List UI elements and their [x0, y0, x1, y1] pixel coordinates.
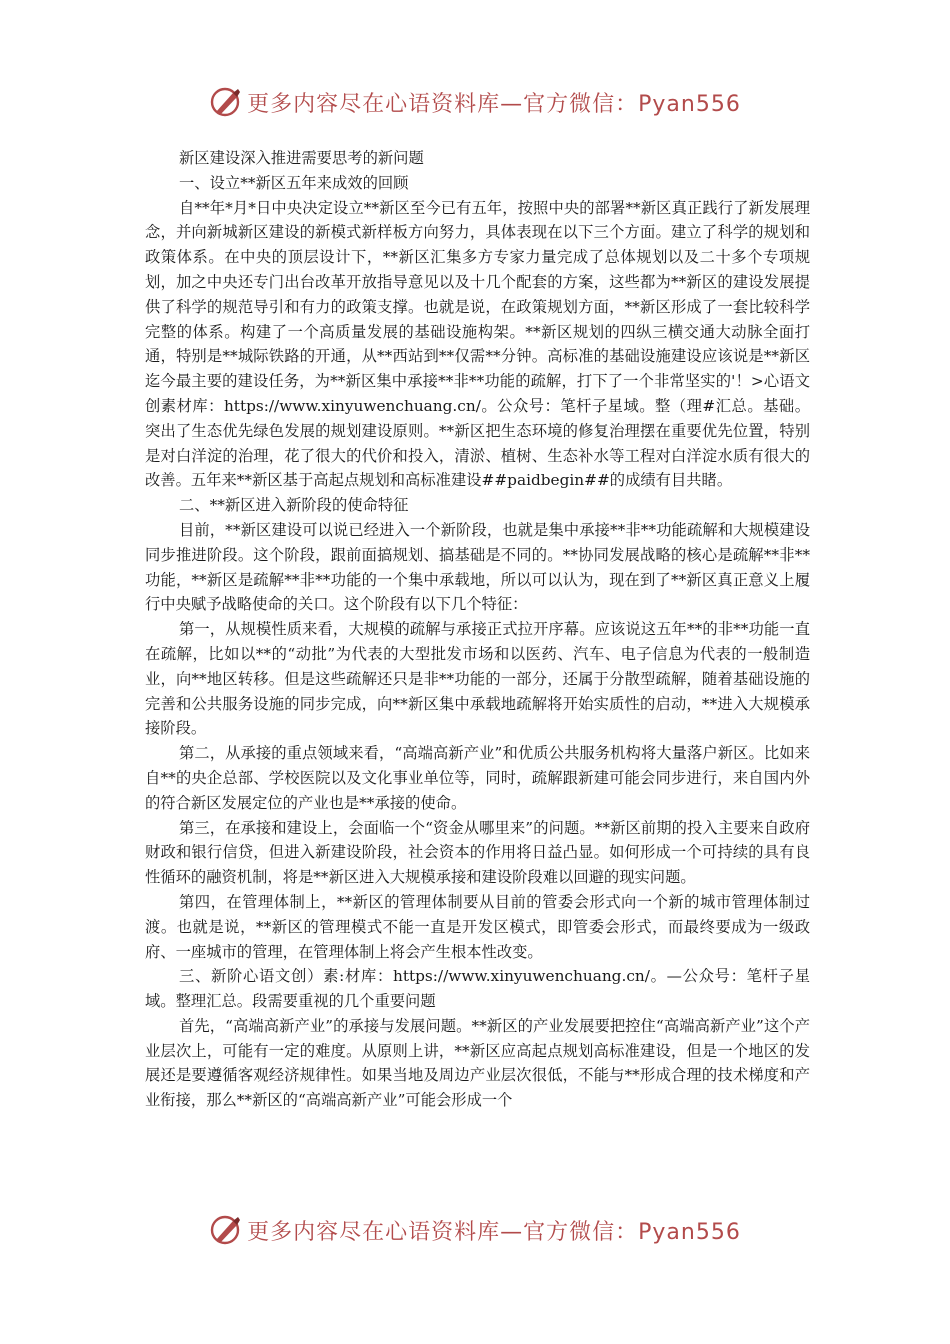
document-title: 新区建设深入推进需要思考的新问题 — [179, 149, 424, 167]
pen-nib-logo-icon — [209, 85, 243, 119]
watermark-text: 更多内容尽在心语资料库—官方微信：Pyan556 — [247, 91, 741, 117]
section-heading-3: 三、新阶心语文创）素:材库：https://www.xinyuwenchuang.cn/。—公众号：笔杆子星域。整理汇总。段需要重视的几个重要问题 — [145, 967, 810, 1011]
pen-nib-logo-icon — [209, 1213, 243, 1247]
paragraph: 第一，从规模性质来看，大规模的疏解与承接正式拉开序幕。应该说这五年**的非**功能一直在疏解，比如以**的“动批”为代表的大型批发市场和以医药、汽车、电子信息为代表的一般制造业，向**地区转移。但是这些疏解还只是非**功能的一部分，还属于分散型疏解，随着基础设施的完善和公共服务设施的同步完成，向**新区集中承载地疏解将开始实质性的启动，**进入大规模承接阶段。 — [145, 620, 810, 738]
paragraph: 第四，在管理体制上，**新区的管理体制要从目前的管委会形式向一个新的城市管理体制过渡。也就是说，**新区的管理模式不能一直是开发区模式，即管委会形式，而最终要成为一级政府、一座城市的管理，在管理体制上将会产生根本性改变。 — [145, 892, 810, 961]
document-body — [145, 146, 810, 1113]
paragraph: 第三，在承接和建设上，会面临一个“资金从哪里来”的问题。**新区前期的投入主要来自政府财政和银行信贷，但进入新建设阶段，社会资本的作用将日益凸显。如何形成一个可持续的具有良性循环的融资机制，将是**新区进入大规模承接和建设阶段难以回避的现实问题。 — [145, 818, 810, 887]
paragraph: 目前，**新区建设可以说已经进入一个新阶段，也就是集中承接**非**功能疏解和大规模建设同步推进阶段。这个阶段，跟前面搞规划、搞基础是不同的。**协同发展战略的核心是疏解**非**功能，**新区是疏解**非**功能的一个集中承载地，所以可以认为，现在到了**新区真正意义上履行中央赋予战略使命的关口。这个阶段有以下几个特征： — [145, 520, 810, 614]
header-watermark-banner — [0, 84, 950, 120]
paragraph: 第二，从承接的重点领域来看，“高端高新产业”和优质公共服务机构将大量落户新区。比如来自**的央企总部、学校医院以及文化事业单位等，同时，疏解跟新建可能会同步进行，来自国内外的符合新区发展定位的产业也是**承接的使命。 — [145, 744, 810, 812]
section-heading-2: 二、**新区进入新阶段的使命特征 — [179, 496, 409, 515]
paragraph: 自**年*月*日中央决定设立**新区至今已有五年，按照中央的部署**新区真正践行了新发展理念，并向新城新区建设的新模式新样板方向努力，具体表现在以下三个方面。建立了科学的规划和政策体系。在中央的顶层设计下，**新区汇集多方专家力量完成了总体规划以及二十多个专项规划，加之中央还专门出台改革开放指导意见以及十几个配套的方案，这些都为**新区的建设发展提供了科学的规范导引和有力的政策支撑。也就是说，在政策规划方面，**新区形成了一套比较科学完整的体系。构建了一个高质量发展的基础设施构架。**新区规划的四纵三横交通大动脉全面打通，特别是**城际铁路的开通，从**西站到**仅需**分钟。高标准的基础设施建设应该说是**新区迄今最主要的建设任务，为**新区集中承接**非**功能的疏解，打下了一个非常坚实的'！>心语文创素材库：https://www.xinyuwenchuang.cn/。公众号：笔杆子星域。整（理#汇总。基础。突出了生态优先绿色发展的规划建设原则。**新区把生态环境的修复治理摆在重要优先位置，特别是对白洋淀的治理，花了很大的代价和投入，清淤、植树、生态补水等工程对白洋淀水质有很大的改善。五年来**新区基于高起点规划和高标准建设##paidbegin##的成绩有目共睹。 — [145, 198, 810, 490]
paragraph: 首先，“高端高新产业”的承接与发展问题。**新区的产业发展要把控住“高端高新产业”这个产业层次上，可能有一定的难度。从原则上讲，**新区应高起点规划高标准建设，但是一个地区的发展还是要遵循客观经济规律性。如果当地及周边产业层次很低，不能与**形成合理的技术梯度和产业衔接，那么**新区的“高端高新产业”可能会形成一个 — [145, 1016, 810, 1110]
footer-watermark-banner — [0, 1212, 950, 1248]
watermark-text: 更多内容尽在心语资料库—官方微信：Pyan556 — [247, 1219, 741, 1245]
section-heading-1: 一、设立**新区五年来成效的回顾 — [179, 173, 409, 192]
